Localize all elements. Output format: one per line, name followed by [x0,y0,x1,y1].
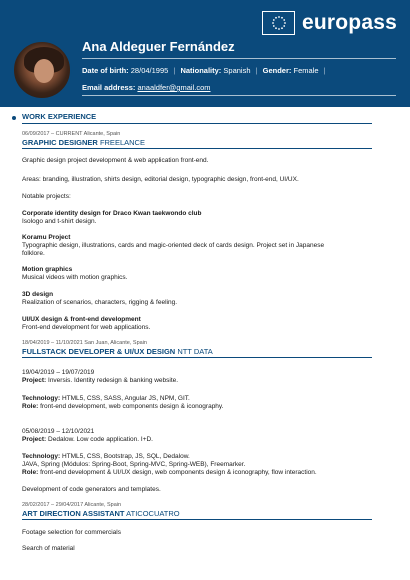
divider [82,58,396,59]
gender-value: Female [293,66,319,75]
personal-info [82,66,329,75]
job-employer: ATICOCUATRO [126,509,180,518]
email-link[interactable]: anaaldfer@gmail.com [137,83,211,92]
separator: | [173,66,176,75]
job-task: Footage selection for commercials [22,529,121,536]
project-description: Isologo and t-shirt design. [22,218,97,225]
nationality-label: Nationality: [180,66,222,75]
project-label: Project: [22,377,47,384]
job-meta: 06/09/2017 – CURRENT Alicante, Spain [22,131,121,137]
job-extra: Development of code generators and templates. [22,486,161,493]
period-project [22,377,178,385]
job-areas: Areas: branding, illustration, shirts design, editorial design, typographic design, front-end, UI/UX. [22,176,299,183]
project-title: Motion graphics [22,266,73,273]
project-title: Koramu Project [22,234,71,241]
separator: | [255,66,258,75]
technology-label: Technology: [22,453,61,460]
role-label: Role: [22,403,39,410]
project-description: Realization of scenarios, characters, rigging & feeling. [22,299,177,306]
divider [22,357,372,358]
job-title [22,509,180,518]
divider [82,95,396,96]
job-description: Graphic design project development & web application front-end. [22,157,209,164]
project-value: Inversis. Identity redesign & banking website. [48,377,179,384]
project-label: Project: [22,436,47,443]
project-value: Dedalow. Low code application. I+D. [48,436,153,443]
job-meta: 28/02/2017 – 29/04/2017 Alicante, Spain [22,502,122,508]
separator: | [323,66,326,75]
notable-projects-label: Notable projects: [22,193,71,200]
brand-name: europass [302,11,397,34]
period-technology-extra: JAVA, Spring (Módulos: Spring-Boot, Spring-MVC, Spring-WEB), Freemarker. [22,461,246,468]
section-work-experience [12,112,372,125]
period-technology [22,395,190,403]
job-title [22,138,145,147]
project-description: Typographic design, illustrations, cards and magic-oriented deck of cards design. Project set in Japanese [22,242,325,249]
role-value: front-end development & UI/UX design, web components design & iconography, flow interaction. [40,469,317,476]
job-position: ART DIRECTION ASSISTANT [22,509,125,518]
candidate-name: Ana Aldeguer Fernández [82,39,235,54]
technology-label: Technology: [22,395,61,402]
gender-label: Gender: [262,66,292,75]
email-row [82,83,211,92]
email-label: Email address: [82,83,136,92]
eu-stars-icon [262,11,295,35]
job-employer: NTT DATA [177,347,213,356]
role-value: front-end development, web components design & iconography. [40,403,224,410]
dob-value: 28/04/1995 [130,66,169,75]
divider [22,148,372,149]
project-title: 3D design [22,291,54,298]
job-task: Search of material [22,545,75,552]
europass-logo[interactable] [262,8,402,38]
role-label: Role: [22,469,39,476]
project-description: Musical videos with motion graphics. [22,274,128,281]
period-dates: 19/04/2019 – 19/07/2019 [22,369,95,376]
avatar [12,40,72,100]
job-title [22,347,213,356]
period-role [22,403,224,411]
period-technology [22,453,190,461]
period-role [22,469,317,477]
header-banner [0,0,410,107]
job-meta: 18/04/2019 – 11/10/2021 San Juan, Alicante, Spain [22,340,147,346]
technology-value: HTML5, CSS, Bootstrap, JS, SQL, Dedalow. [61,453,190,460]
dob-label: Date of birth: [82,66,129,75]
project-description: folklore. [22,250,45,257]
divider [22,519,372,520]
technology-value: HTML5, CSS, SASS, Angular JS, NPM, GIT. [61,395,190,402]
period-dates: 05/08/2019 – 12/10/2021 [22,428,95,435]
job-position: FULLSTACK DEVELOPER & UI/UX DESIGN [22,347,176,356]
nationality-value: Spanish [223,66,251,75]
project-title: Corporate identity design for Draco Kwan taekwondo club [22,210,202,217]
job-employer: FREELANCE [99,138,145,147]
project-title: UI/UX design & front-end development [22,316,141,323]
period-project [22,436,153,444]
section-title: WORK EXPERIENCE [22,112,97,121]
divider [22,123,372,124]
bullet-icon [12,116,16,120]
project-description: Front-end development for web applications. [22,324,151,331]
job-position: GRAPHIC DESIGNER [22,138,98,147]
